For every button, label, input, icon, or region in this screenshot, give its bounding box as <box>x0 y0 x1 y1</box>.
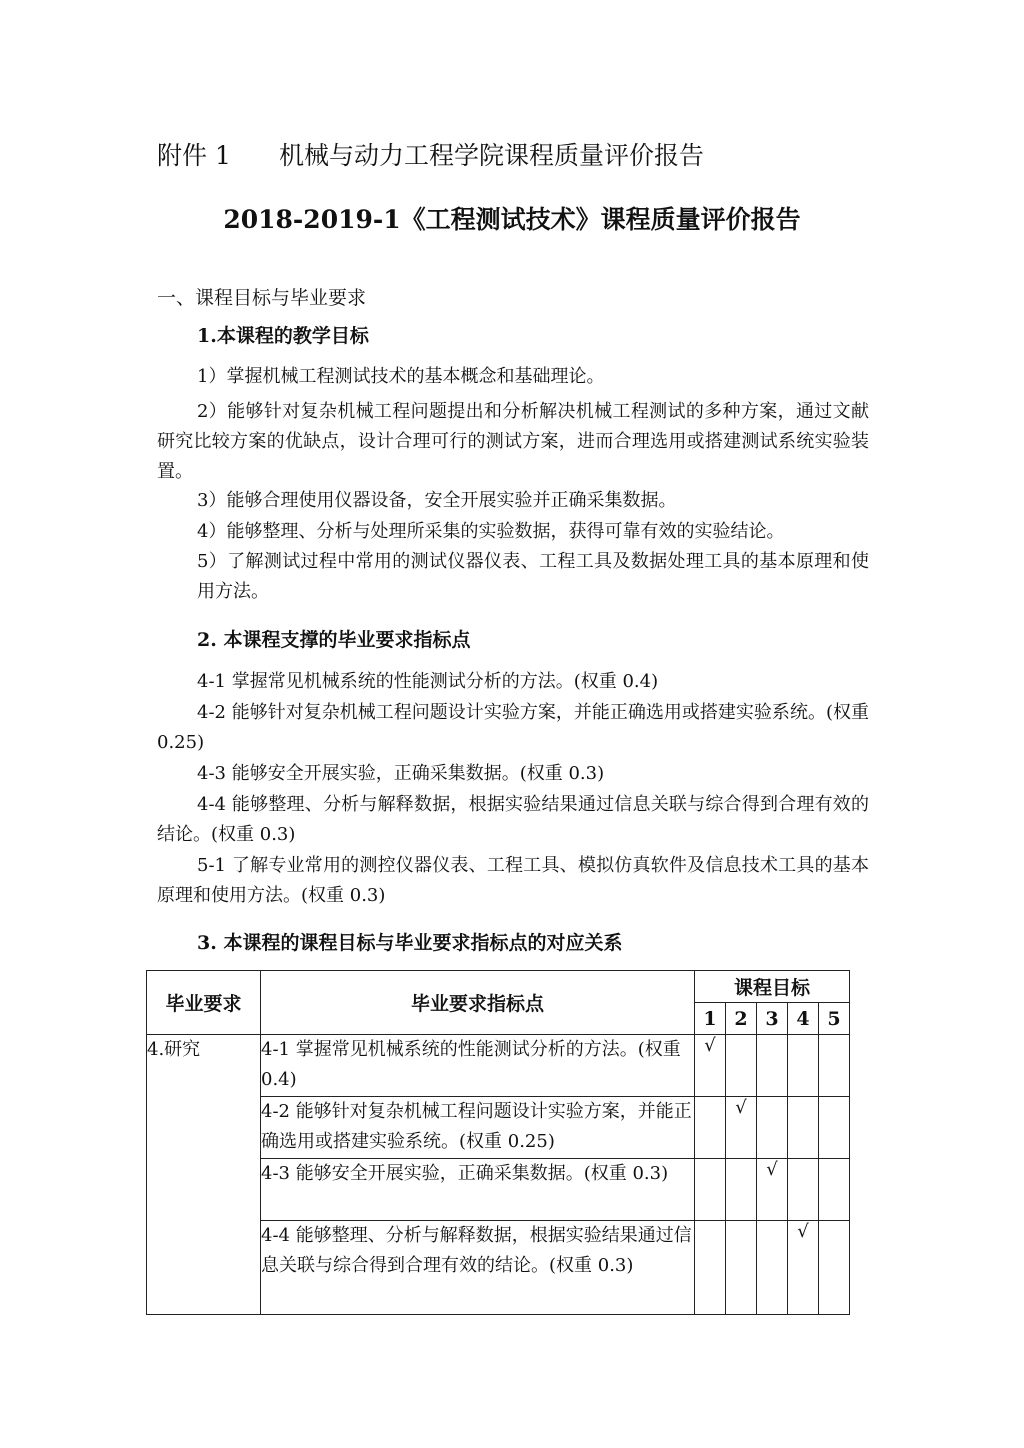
header-course-goals: 课程目标 <box>695 971 850 1003</box>
check-cell <box>819 1035 850 1097</box>
indicator-item: 4-3 能够安全开展实验，正确采集数据。(权重 0.3) <box>197 763 605 784</box>
check-cell <box>695 1097 726 1159</box>
indicator-cell: 4-1 掌握常见机械系统的性能测试分析的方法。(权重 0.4) <box>261 1035 695 1097</box>
check-cell <box>757 1221 788 1315</box>
annex-header <box>157 136 704 172</box>
header-indicator: 毕业要求指标点 <box>261 971 695 1035</box>
check-cell <box>819 1097 850 1159</box>
check-cell <box>819 1159 850 1221</box>
goal-mapping-table <box>146 970 850 1315</box>
check-cell <box>695 1159 726 1221</box>
goal-number: 3 <box>757 1003 788 1035</box>
goal-item: 1）掌握机械工程测试技术的基本概念和基础理论。 <box>197 366 605 387</box>
check-cell <box>788 1159 819 1221</box>
goal-number: 2 <box>726 1003 757 1035</box>
subsection-heading-indicators: 2. 本课程支撑的毕业要求指标点 <box>197 629 471 651</box>
indicator-cell: 4-4 能够整理、分析与解释数据，根据实验结果通过信息关联与综合得到合理有效的结论。(权重 0.3) <box>261 1221 695 1315</box>
check-cell <box>757 1035 788 1097</box>
school-title: 机械与动力工程学院课程质量评价报告 <box>279 141 705 170</box>
goal-item: 2）能够针对复杂机械工程问题提出和分析解决机械工程测试的多种方案，通过文献研究比较方案的优缺点，设计合理可行的测试方案，进而合理选用或搭建测试系统实验装置。 <box>157 401 869 482</box>
indicator-item: 4-1 掌握常见机械系统的性能测试分析的方法。(权重 0.4) <box>197 671 659 692</box>
goal-number: 5 <box>819 1003 850 1035</box>
goal-item: 4）能够整理、分析与处理所采集的实验数据，获得可靠有效的实验结论。 <box>197 521 785 542</box>
goal-number: 1 <box>695 1003 726 1035</box>
check-cell <box>788 1097 819 1159</box>
check-cell: √ <box>726 1097 757 1159</box>
check-cell: √ <box>695 1035 726 1097</box>
check-cell <box>788 1035 819 1097</box>
indicator-item: 4-2 能够针对复杂机械工程问题设计实验方案，并能正确选用或搭建实验系统。(权重 0.25) <box>157 702 869 753</box>
goal-number: 4 <box>788 1003 819 1035</box>
goal-item: 5）了解测试过程中常用的测试仪器仪表、工程工具及数据处理工具的基本原理和使用方法。 <box>197 551 869 602</box>
indicator-item: 4-4 能够整理、分析与解释数据，根据实验结果通过信息关联与综合得到合理有效的结论。(权重 0.3) <box>157 794 869 845</box>
check-cell <box>726 1159 757 1221</box>
check-cell <box>695 1221 726 1315</box>
check-cell <box>757 1097 788 1159</box>
indicator-cell: 4-2 能够针对复杂机械工程问题设计实验方案，并能正确选用或搭建实验系统。(权重 0.25) <box>261 1097 695 1159</box>
requirement-cell: 4.研究 <box>147 1035 261 1315</box>
table-row <box>147 1035 850 1097</box>
subsection-heading-goals: 1.本课程的教学目标 <box>197 325 369 347</box>
header-requirement: 毕业要求 <box>147 971 261 1035</box>
check-cell: √ <box>788 1221 819 1315</box>
section-heading: 一、课程目标与毕业要求 <box>157 287 367 309</box>
check-cell <box>726 1221 757 1315</box>
report-title: 2018-2019-1《工程测试技术》课程质量评价报告 <box>223 205 801 234</box>
annex-label: 附件 1 <box>157 141 231 170</box>
check-cell <box>819 1221 850 1315</box>
indicator-item: 5-1 了解专业常用的测控仪器仪表、工程工具、模拟仿真软件及信息技术工具的基本原理和使用方法。(权重 0.3) <box>157 855 869 906</box>
goal-item: 3）能够合理使用仪器设备，安全开展实验并正确采集数据。 <box>197 490 677 511</box>
indicator-cell: 4-3 能够安全开展实验，正确采集数据。(权重 0.3) <box>261 1159 695 1221</box>
check-cell <box>726 1035 757 1097</box>
subsection-heading-mapping: 3. 本课程的课程目标与毕业要求指标点的对应关系 <box>197 932 623 954</box>
check-cell: √ <box>757 1159 788 1221</box>
